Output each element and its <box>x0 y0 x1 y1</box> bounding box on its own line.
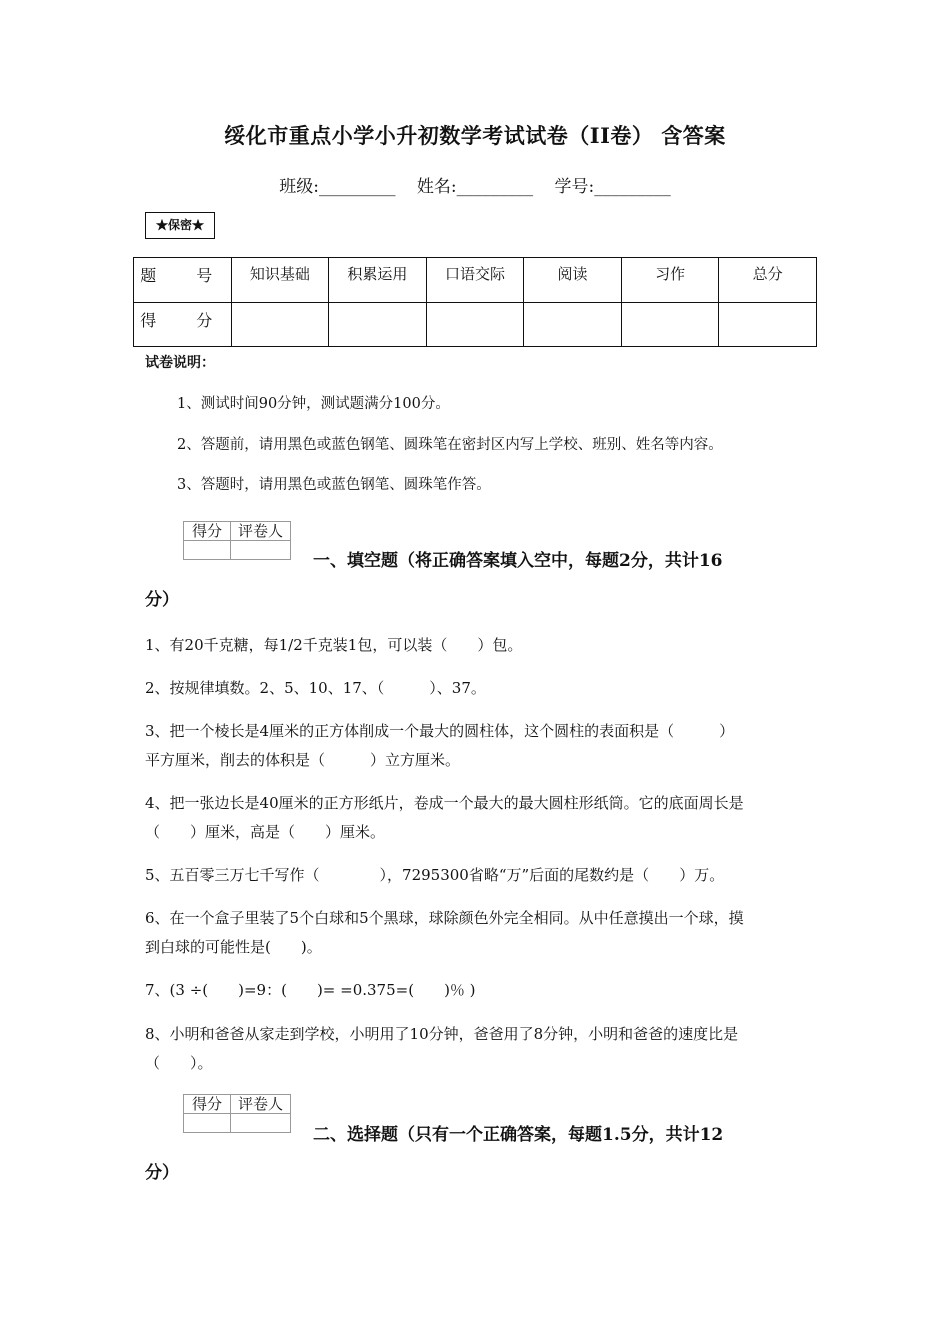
confidential-badge: ★保密★ <box>145 212 215 239</box>
score-table-cell: 口语交际 <box>426 258 524 303</box>
grader-box-cell <box>184 1114 231 1133</box>
question-line: 平方厘米，削去的体积是（ ）立方厘米。 <box>145 751 461 769</box>
score-entry-cell <box>426 302 524 347</box>
question-line: 2、按规律填数。2、5、10、17、（ ）、37。 <box>145 679 486 697</box>
name-field: 姓名:_________ <box>416 177 534 197</box>
question-line: 到白球的可能性是( )。 <box>145 938 322 956</box>
instruction-item: 2、答题前，请用黑色或蓝色钢笔、圆珠笔在密封区内写上学校、班别、姓名等内容。 <box>177 437 723 453</box>
instruction-item: 1、测试时间90分钟，测试题满分100分。 <box>177 396 450 412</box>
score-row-label: 得 分 <box>134 302 232 347</box>
grader-box <box>183 521 291 560</box>
question-line: 1、有20千克糖，每1/2千克装1包，可以装（ ）包。 <box>145 636 523 654</box>
section-1-heading-cont: 分） <box>145 590 179 610</box>
score-table-cell: 习作 <box>621 258 719 303</box>
score-table-cell: 阅读 <box>524 258 622 303</box>
score-table-header-row <box>134 258 817 303</box>
score-entry-cell <box>329 302 427 347</box>
question-line: （ ）厘米，高是（ ）厘米。 <box>145 823 386 841</box>
section-1-heading: 一、填空题（将正确答案填入空中，每题2分，共计16 <box>313 551 723 571</box>
grader-box-grader-label: 评卷人 <box>231 522 291 541</box>
page-title: 绥化市重点小学小升初数学考试试卷（II卷） 含答案 <box>224 123 726 148</box>
instruction-item: 3、答题时，请用黑色或蓝色钢笔、圆珠笔作答。 <box>177 477 491 493</box>
score-table-cell: 总分 <box>719 258 817 303</box>
question-line: 7、(3 ÷( )=9：( )= =0.375=( )％ ) <box>145 981 476 999</box>
grader-box-score-label: 得分 <box>184 522 231 541</box>
question-line: （ ）。 <box>145 1054 213 1072</box>
score-table <box>133 257 817 347</box>
score-entry-cell <box>621 302 719 347</box>
grader-box-cell <box>231 541 291 560</box>
instructions-title: 试卷说明： <box>145 355 215 371</box>
score-entry-cell <box>524 302 622 347</box>
question-line: 3、把一个棱长是4厘米的正方体削成一个最大的圆柱体，这个圆柱的表面积是（ ） <box>145 722 735 740</box>
grader-box-score-label: 得分 <box>184 1095 231 1114</box>
question-line: 5、五百零三万七千写作（ ），7295300省略“万”后面的尾数约是（ ）万。 <box>145 866 725 884</box>
question-line: 4、把一张边长是40厘米的正方形纸片，卷成一个最大的最大圆柱形纸筒。它的底面周长是 <box>145 794 744 812</box>
section-2-heading: 二、选择题（只有一个正确答案，每题1.5分，共计12 <box>313 1125 724 1145</box>
section-2-heading-cont: 分） <box>145 1163 179 1183</box>
question-line: 8、小明和爸爸从家走到学校，小明用了10分钟，爸爸用了8分钟，小明和爸爸的速度比是 <box>145 1025 739 1043</box>
grader-box-cell <box>231 1114 291 1133</box>
score-entry-cell <box>231 302 329 347</box>
score-table-cell: 题 号 <box>134 258 232 303</box>
score-table-cell: 积累运用 <box>329 258 427 303</box>
class-field: 班级:_________ <box>279 177 396 197</box>
grader-box-cell <box>184 541 231 560</box>
student-id-field: 学号:_________ <box>554 177 671 197</box>
score-table-cell: 知识基础 <box>231 258 329 303</box>
grader-box-grader-label: 评卷人 <box>231 1095 291 1114</box>
student-info-line <box>0 172 950 197</box>
score-entry-cell <box>719 302 817 347</box>
grader-box <box>183 1094 291 1133</box>
question-line: 6、在一个盒子里装了5个白球和5个黑球，球除颜色外完全相同。从中任意摸出一个球，摸 <box>145 909 744 927</box>
score-table-score-row <box>134 302 817 347</box>
